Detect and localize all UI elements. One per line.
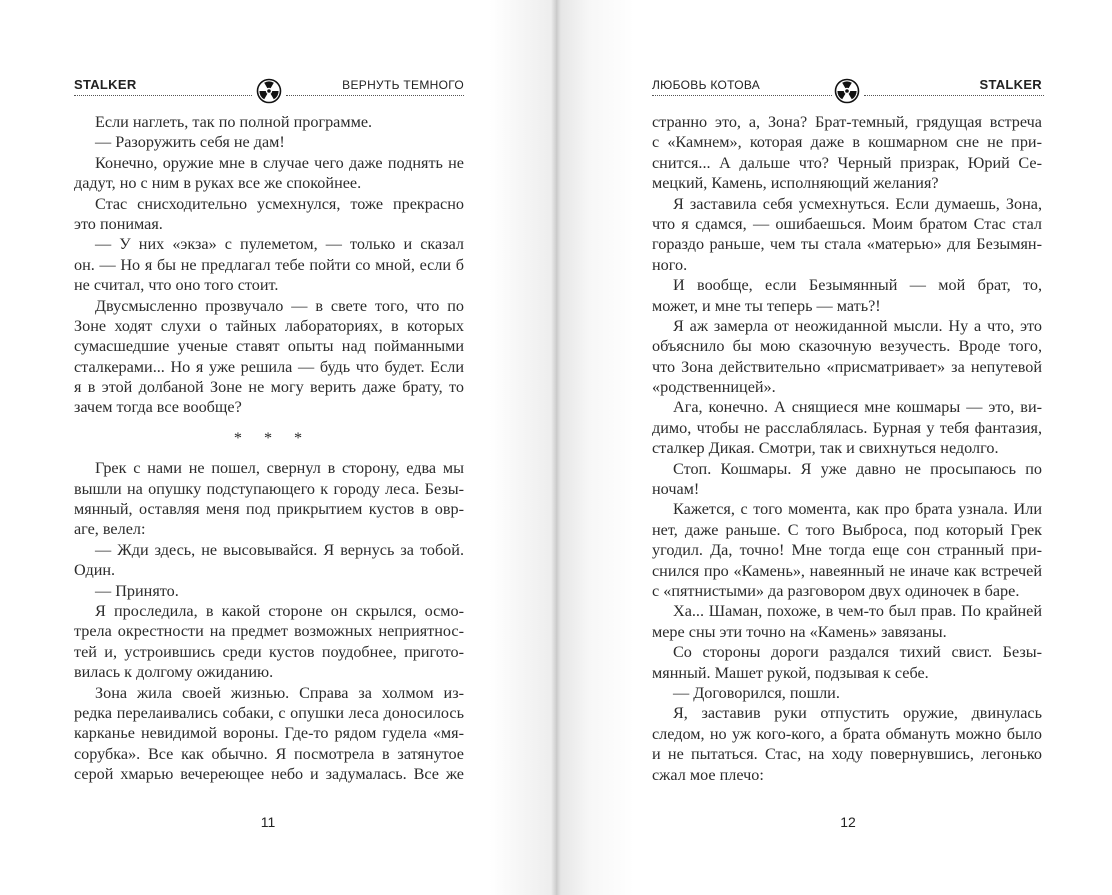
text-line: что я сдамся, — ошибаешься. Моим братом Стас стал [652,214,1042,233]
text-line: он. — Но я бы не предлагал тебе пойти со мной, если б [74,255,464,274]
text-line: и не пытаться. Стас, на ходу повернувшись, легонько [652,745,1042,764]
text-line: я в этой долбаной Зоне не могу верить даже брату, то [74,378,464,397]
text-line: Со стороны дороги раздался тихий свист. Безы- [673,643,1042,662]
text-line: И вообще, если Безымянный — мой брат, то, [673,276,1042,295]
text-line: Если наглеть, так по полной программе. [95,113,373,131]
text-line: мянный, оставляя меня под прикрытием кустов в овр- [74,500,464,519]
text-line: это понимая. [74,214,163,233]
text-line: серой хмарью вечереющее небо и задумалась. Все же [74,765,464,784]
text-line: дадут, но с ним в руках все же спокойнее. [74,174,362,193]
text-line: Я аж замерла от неожиданной мысли. Ну а что, это [673,316,1042,335]
text-line: ночам! [652,480,700,499]
text-line: Стас снисходительно усмехнулся, тоже прекрасно [95,194,464,213]
text-line: мере сны эти точно на «Камень» завязаны. [652,622,947,641]
text-line: Я проследила, в какой стороне он скрылся, осмо- [95,601,464,620]
right-page [556,0,1112,895]
left-page-number: 11 [260,814,276,830]
text-line: с «пятнистыми» да разговором двух одиночек в баре. [652,581,1020,600]
right-body-text [652,112,1042,785]
left-header-rule-b [286,95,464,96]
section-break: *** [233,428,325,447]
right-running-header [556,74,1112,102]
text-line: Я, заставив руки отпустить оружие, двинулась [673,704,1042,723]
text-line: сталкерами... Но я уже решила — будь что будет. Если [74,357,464,376]
text-line: Я заставила себя усмехнуться. Если думаешь, Зона, [673,194,1042,213]
radiation-icon [256,78,282,104]
radiation-icon [834,78,860,104]
text-line: Кажется, с того момента, как про брата узнала. Или [673,500,1042,519]
text-line: Ага, конечно. А снящиеся мне кошмары — это, ви- [673,398,1042,417]
text-line: Ха... Шаман, похоже, в чем-то был прав. По крайней [673,602,1042,621]
line-gap [74,448,464,458]
text-line: — Договорился, пошли. [673,683,840,702]
text-line: «родственницей». [652,378,776,397]
text-line: Зоне ходят слухи о тайных лабораториях, в которых [74,316,464,335]
text-line: трела окрестности на предмет возможных неприятнос- [74,622,464,641]
text-line: может, и мне ты теперь — мать?! [652,296,881,315]
text-line: мецкий, Камень, исполняющий желания? [652,174,939,193]
text-line: карканье невидимой вороны. Где-то рядом гудела «мя- [74,724,464,743]
right-page-number: 12 [840,814,856,830]
text-line: редка перелаивались собаки, с опушки леса доносилось [74,703,464,722]
text-line: зачем тогда все вообще? [74,398,242,417]
right-header-series: STALKER [979,77,1042,92]
text-line: Конечно, оружие мне в случае чего даже поднять не [95,153,464,172]
text-line: тей и, устроившись среди кустов поудобнее, пригото- [74,642,464,661]
text-line: следом, но уж кого-кого, а брата обмануть можно было [652,724,1042,743]
text-line: не считал, что оно того стоит. [74,276,279,295]
text-line: Стоп. Кошмары. Я уже давно не просыпаюсь по [673,459,1042,478]
left-body-text [74,112,464,785]
left-running-header [0,74,556,102]
text-line: Один. [74,561,116,580]
text-line: — Принято. [95,581,179,600]
text-line: сталкер Дикая. Смотри, так и свихнуться недолго. [652,439,999,458]
text-line: нет, даже раньше. С того Выброса, под который Грек [652,520,1042,539]
text-line: сумасшедшие ученые ставят опыты над пойманными [74,337,464,356]
text-line: мянный. Машет рукой, подзывая к себе. [652,663,929,682]
left-header-title: ВЕРНУТЬ ТЕМНОГО [342,78,464,92]
text-line: аге, велел: [74,520,146,539]
right-header-rule-b [864,95,1044,96]
text-line: Зона жила своей жизнью. Справа за холмом из- [95,683,464,702]
left-header-rule-a [74,95,252,96]
text-line: снился про «Камень», навеянный не иначе как встречей [652,561,1042,580]
text-line: — У них «экза» с пулеметом, — только и сказал [95,235,464,254]
text-line: угодил. Да, точно! Мне тогда еще сон странный при- [652,541,1042,560]
text-line: — Жди здесь, не высовывайся. Я вернусь за тобой. [95,540,464,559]
text-line: ного. [652,255,688,274]
text-line: димо, чтобы не расслаблялась. Бурная у тебя фантазия, [652,418,1042,437]
text-line: сжал мое плечо: [652,765,764,784]
right-header-rule-a [652,95,832,96]
line-gap [74,418,464,428]
text-line: Двусмысленно прозвучало — в свете того, что по [95,296,464,315]
text-line: странно это, а, Зона? Брат-темный, грядущая встреча [652,113,1042,131]
text-line: снится... А дальше что? Черный призрак, Юрий Се- [652,153,1042,172]
text-line: вилась к долгому ожиданию. [74,663,274,682]
text-line: объяснило бы мою сказочную везучесть. Вроде того, [652,337,1042,356]
text-line: сорубка». Все как обычно. Я посмотрела в затянутое [74,744,464,763]
book-gutter-shadow [551,0,561,895]
text-line: — Разоружить себя не дам! [95,133,285,152]
text-line: гораздо раньше, чем ты стала «матерью» для Безымян- [652,235,1042,254]
text-line: вышли на опушку подступающего к городу леса. Безы- [74,479,464,498]
text-line: Грек с нами не пошел, свернул в сторону, едва мы [95,459,464,478]
right-header-title: ЛЮБОВЬ КОТОВА [652,78,761,92]
text-line: что Зона действительно «присматривает» за непутевой [652,357,1042,376]
text-line: с «Камнем», которая даже в кошмарном сне не при- [652,133,1042,152]
left-header-series: STALKER [74,77,137,92]
